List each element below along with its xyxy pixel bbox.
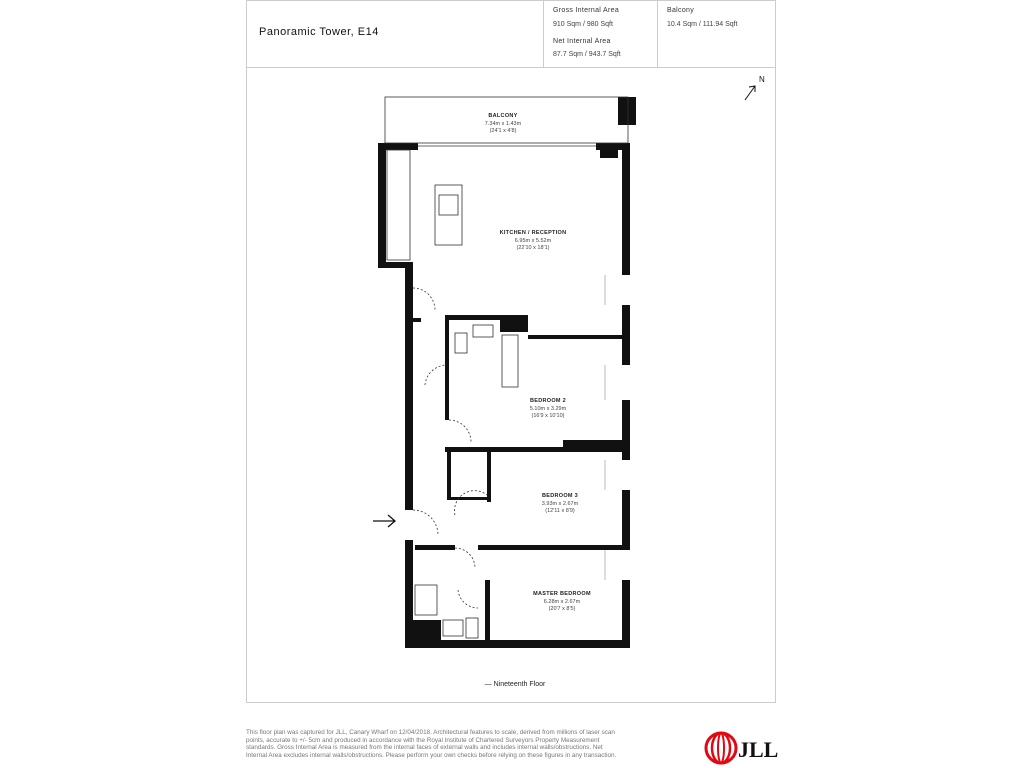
svg-text:(16'9 x 10'10): (16'9 x 10'10) bbox=[531, 413, 565, 419]
balcony-area-label: Balcony bbox=[667, 7, 695, 14]
svg-text:KITCHEN / RECEPTION: KITCHEN / RECEPTION bbox=[499, 230, 567, 236]
svg-text:(20'7 x 8'5): (20'7 x 8'5) bbox=[548, 606, 576, 612]
svg-text:5.10m x 3.29m: 5.10m x 3.29m bbox=[529, 406, 567, 412]
north-arrow-icon bbox=[745, 86, 755, 100]
svg-text:7.34m x 1.43m: 7.34m x 1.43m bbox=[484, 121, 522, 127]
room-balcony bbox=[485, 113, 522, 134]
gross-area-label: Gross Internal Area bbox=[553, 7, 620, 14]
svg-text:(22'10 x 18'1): (22'10 x 18'1) bbox=[516, 245, 550, 251]
svg-text:BALCONY: BALCONY bbox=[488, 113, 518, 119]
compass-label: N bbox=[759, 75, 765, 84]
entrance-arrow-icon bbox=[373, 515, 395, 527]
fixtures bbox=[385, 97, 628, 638]
property-title: Panoramic Tower, E14 bbox=[259, 26, 379, 38]
net-area-value: 87.7 Sqm / 943.7 Sqft bbox=[553, 51, 621, 58]
net-area-label: Net Internal Area bbox=[553, 38, 611, 45]
floor-label: — Nineteenth Floor bbox=[484, 681, 546, 688]
room-master-bedroom bbox=[533, 591, 591, 612]
svg-text:MASTER BEDROOM: MASTER BEDROOM bbox=[533, 591, 591, 597]
svg-text:BEDROOM 3: BEDROOM 3 bbox=[541, 493, 579, 499]
svg-text:6.28m x 2.67m: 6.28m x 2.67m bbox=[543, 599, 581, 605]
svg-text:(12'11 x 8'9): (12'11 x 8'9) bbox=[545, 508, 575, 514]
svg-text:BEDROOM 2: BEDROOM 2 bbox=[529, 398, 567, 404]
jll-logo bbox=[706, 733, 778, 763]
room-kitchen-reception bbox=[500, 230, 567, 251]
gross-area-value: 910 Sqm / 980 Sqft bbox=[553, 21, 613, 28]
room-bedroom-3 bbox=[542, 493, 579, 514]
svg-text:JLL: JLL bbox=[738, 737, 779, 762]
room-bedroom-2 bbox=[530, 398, 567, 419]
svg-text:6.95m x 5.52m: 6.95m x 5.52m bbox=[514, 238, 552, 244]
svg-text:3.93m x 2.67m: 3.93m x 2.67m bbox=[541, 501, 579, 507]
svg-text:(24'1 x 4'8): (24'1 x 4'8) bbox=[489, 128, 517, 134]
disclaimer: This floor plan was captured for JLL, Canary Wharf on 12/04/2018. Architectural features to scale, derived from millions of laser scan points, accurate to +/- 5cm and produced in accordance with the Royal Institute of Chartered Surveyors Property Measurement standards. Gross Internal Area is measured from the internal faces of external walls and includes internal walls/obstructions. Net Internal Area excludes internal walls/obstructions. Please perform your own checks before relying on these figures in any transaction. bbox=[246, 729, 617, 759]
balcony-area-value: 10.4 Sqm / 111.94 Sqft bbox=[667, 21, 738, 28]
walls bbox=[378, 97, 636, 648]
